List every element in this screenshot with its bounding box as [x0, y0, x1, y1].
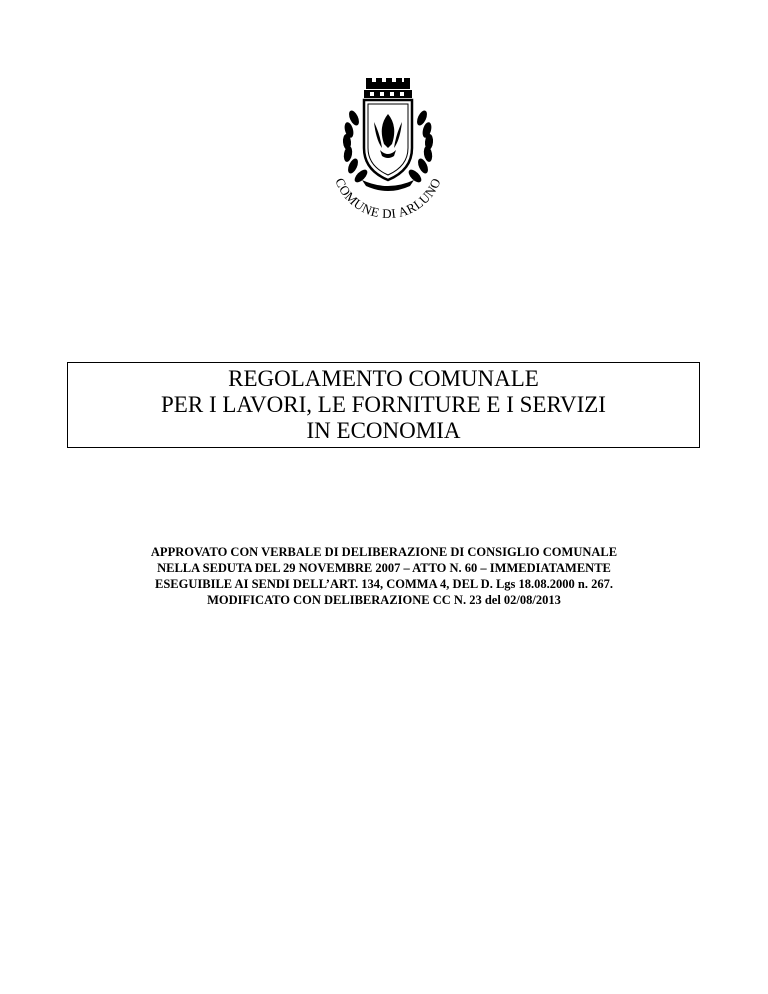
document-title-box — [67, 362, 700, 448]
svg-text:COMUNE DI ARLUNO — [332, 176, 444, 218]
approval-line-2: NELLA SEDUTA DEL 29 NOVEMBRE 2007 – ATTO N. 60 – IMMEDIATAMENTE — [157, 561, 611, 575]
title-line-1: REGOLAMENTO COMUNALE — [228, 366, 539, 391]
approval-line-1: APPROVATO CON VERBALE DI DELIBERAZIONE DI CONSIGLIO COMUNALE — [150, 545, 618, 559]
coat-of-arms-emblem — [318, 78, 458, 218]
approval-line-3: ESEGUIBILE AI SENDI DELL’ART. 134, COMMA 4, DEL D. Lgs 18.08.2000 n. 267. — [155, 577, 613, 591]
coat-of-arms-icon — [318, 78, 458, 218]
title-line-2: PER I LAVORI, LE FORNITURE E I SERVIZI — [161, 392, 606, 417]
title-line-3: IN ECONOMIA — [306, 418, 461, 443]
approval-note — [60, 544, 708, 608]
emblem-ring-text: COMUNE DI ARLUNO — [332, 175, 444, 218]
approval-line-4: MODIFICATO CON DELIBERAZIONE CC N. 23 del 02/08/2013 — [207, 593, 561, 607]
